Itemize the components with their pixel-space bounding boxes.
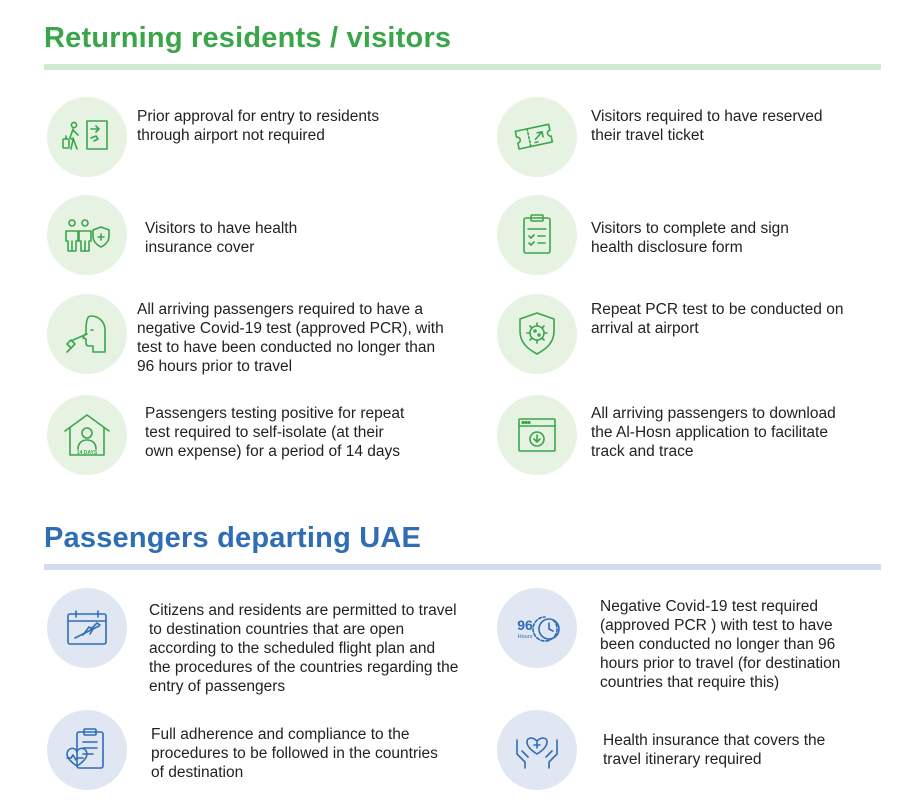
airport-walk-icon [47, 97, 127, 177]
item-text: All arriving passengers required to have a negative Covid-19 test (approved PCR), with test to have been conducted no longer than 96 hours prior to travel [137, 301, 444, 375]
icon-number: 96 [517, 617, 533, 633]
item-text: Visitors required to have reserved their travel ticket [591, 108, 823, 144]
hours-clock-icon [497, 588, 577, 668]
item-text: Passengers testing positive for repeat test required to self-isolate (at their own expense) for a period of 14 days [145, 405, 405, 460]
section-divider-departing [44, 564, 881, 570]
item-text: All arriving passengers to download the Al-Hosn application to facilitate track and trace [591, 405, 836, 460]
item-text: Prior approval for entry to residents through airport not required [137, 108, 380, 144]
virus-shield-icon [497, 294, 577, 374]
ticket-icon [497, 97, 577, 177]
item-text: Health insurance that covers the travel itinerary required [603, 732, 826, 768]
icon-label: Hours [517, 634, 533, 640]
item-text: Visitors to complete and sign health disclosure form [591, 220, 789, 256]
app-download-icon [497, 395, 577, 475]
insurance-people-icon [47, 195, 127, 275]
badge-text: 14 DAYS [76, 450, 98, 456]
clipboard-form-icon [497, 195, 577, 275]
item-text: Negative Covid-19 test required (approved PCR ) with test to have been conducted no longer than 96 hours prior to travel (for destination countries that require this) [600, 598, 841, 691]
section-divider-returning [44, 64, 881, 70]
home-isolation-icon [47, 395, 127, 475]
compliance-clipboard-icon [47, 710, 127, 790]
nasal-swab-icon [47, 294, 127, 374]
section-title-departing: Passengers departing UAE [44, 522, 422, 554]
item-text: Repeat PCR test to be conducted on arrival at airport [591, 301, 844, 337]
item-text: Visitors to have health insurance cover [145, 220, 298, 256]
section-title-returning: Returning residents / visitors [44, 22, 452, 54]
item-text: Citizens and residents are permitted to travel to destination countries that are open according to the scheduled flight plan and the procedures of the countries regarding the entry of passengers [149, 602, 459, 695]
item-text: Full adherence and compliance to the procedures to be followed in the countries of destination [151, 726, 438, 781]
hands-health-icon [497, 710, 577, 790]
calendar-flight-icon [47, 588, 127, 668]
